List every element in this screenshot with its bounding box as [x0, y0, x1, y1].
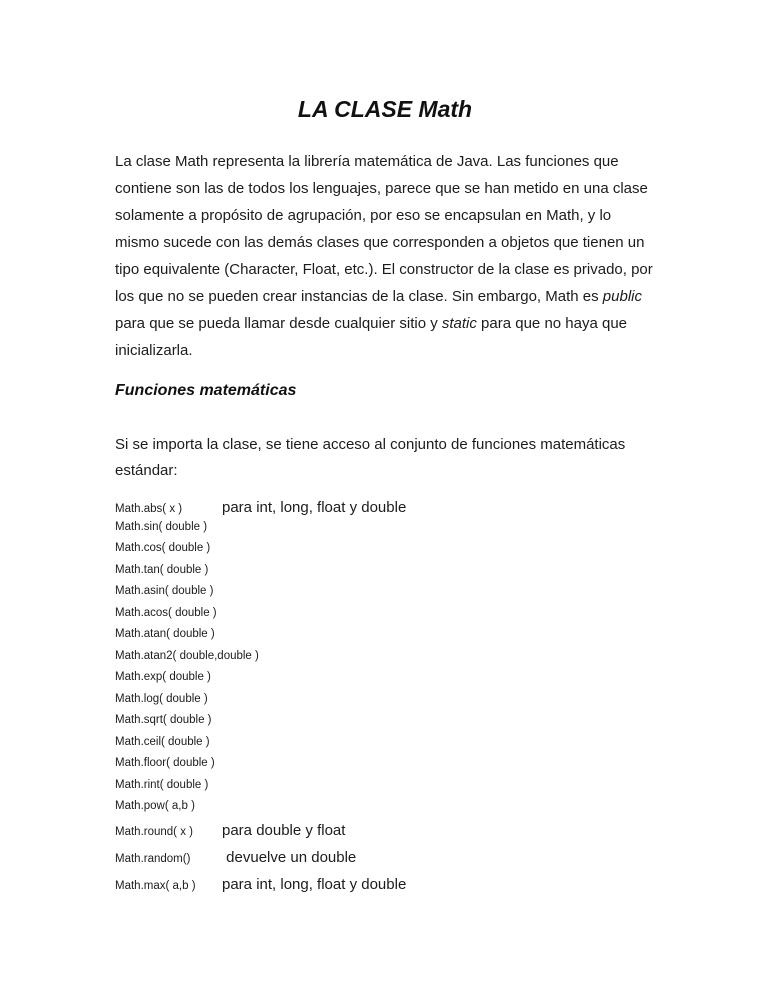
function-signature: Math.atan( double )	[115, 628, 215, 640]
function-list-item	[115, 628, 655, 650]
function-list-item	[115, 779, 655, 801]
function-signature: Math.atan2( double,double )	[115, 649, 259, 662]
function-list-item	[115, 714, 655, 736]
function-list-item	[115, 607, 655, 629]
function-signature: Math.random()	[115, 852, 191, 865]
section-heading: Funciones matemáticas	[115, 382, 297, 399]
intro-emphasis-public: public	[602, 288, 642, 305]
function-list-item	[115, 849, 655, 876]
function-signature: Math.sin( double )	[115, 520, 208, 533]
function-signature: Math.asin( double )	[115, 585, 214, 597]
function-list-item	[115, 800, 655, 822]
function-signature: Math.max( a,b )	[115, 879, 196, 892]
intro-emphasis-static: static	[441, 315, 477, 332]
function-list-item	[115, 521, 655, 543]
function-list-item	[115, 542, 655, 564]
function-signature: Math.rint( double )	[115, 778, 209, 791]
section-intro-paragraph: Si se importa la clase, se tiene acceso al conjunto de funciones matemáticas estándar:	[115, 436, 626, 479]
function-list-item	[115, 876, 655, 903]
intro-paragraph	[115, 148, 655, 364]
function-list-item	[115, 736, 655, 758]
function-list-item	[115, 499, 655, 521]
function-signature: Math.sqrt( double )	[115, 714, 212, 726]
intro-text-3: para que no haya que inicializarla.	[115, 315, 628, 359]
function-list-item	[115, 585, 655, 607]
function-list-item	[115, 693, 655, 715]
function-signature: Math.ceil( double )	[115, 735, 210, 748]
function-list-item	[115, 564, 655, 586]
page-title: LA CLASE Math	[297, 96, 473, 122]
function-note: para int, long, float y double	[222, 875, 407, 893]
function-signature: Math.round( x )	[115, 825, 193, 838]
function-signature: Math.exp( double )	[115, 671, 211, 683]
function-note: para int, long, float y double	[222, 499, 407, 516]
document-content	[0, 95, 768, 903]
function-signature: Math.pow( a,b )	[115, 800, 195, 812]
function-signature: Math.cos( double )	[115, 542, 211, 554]
function-list	[115, 499, 655, 903]
function-list-item	[115, 671, 655, 693]
function-list-item	[115, 650, 655, 672]
function-list-item	[115, 822, 655, 849]
function-note: devuelve un double	[222, 848, 357, 866]
function-list-item	[115, 757, 655, 779]
function-signature: Math.tan( double )	[115, 563, 209, 576]
intro-text-2: para que se pueda llamar desde cualquier sitio y	[115, 315, 442, 332]
function-note: para double y float	[222, 821, 346, 839]
intro-text-1: La clase Math representa la librería matemática de Java. Las funciones que contiene son las de todos los lenguajes, parece que se han metido en una clase solamente a propósito de agrupación, por eso se encapsulan en Math, y lo mismo sucede con las demás clases que corresponden a objetos que tienen un tipo equivalente (Character, Float, etc.). El constructor de la clase es privado, por los que no se pueden crear instancias de la clase. Sin embargo, Math es	[115, 153, 653, 305]
function-signature: Math.log( double )	[115, 692, 208, 705]
function-signature: Math.floor( double )	[115, 757, 215, 769]
function-signature: Math.abs( x )	[115, 503, 183, 515]
function-signature: Math.acos( double )	[115, 606, 217, 619]
